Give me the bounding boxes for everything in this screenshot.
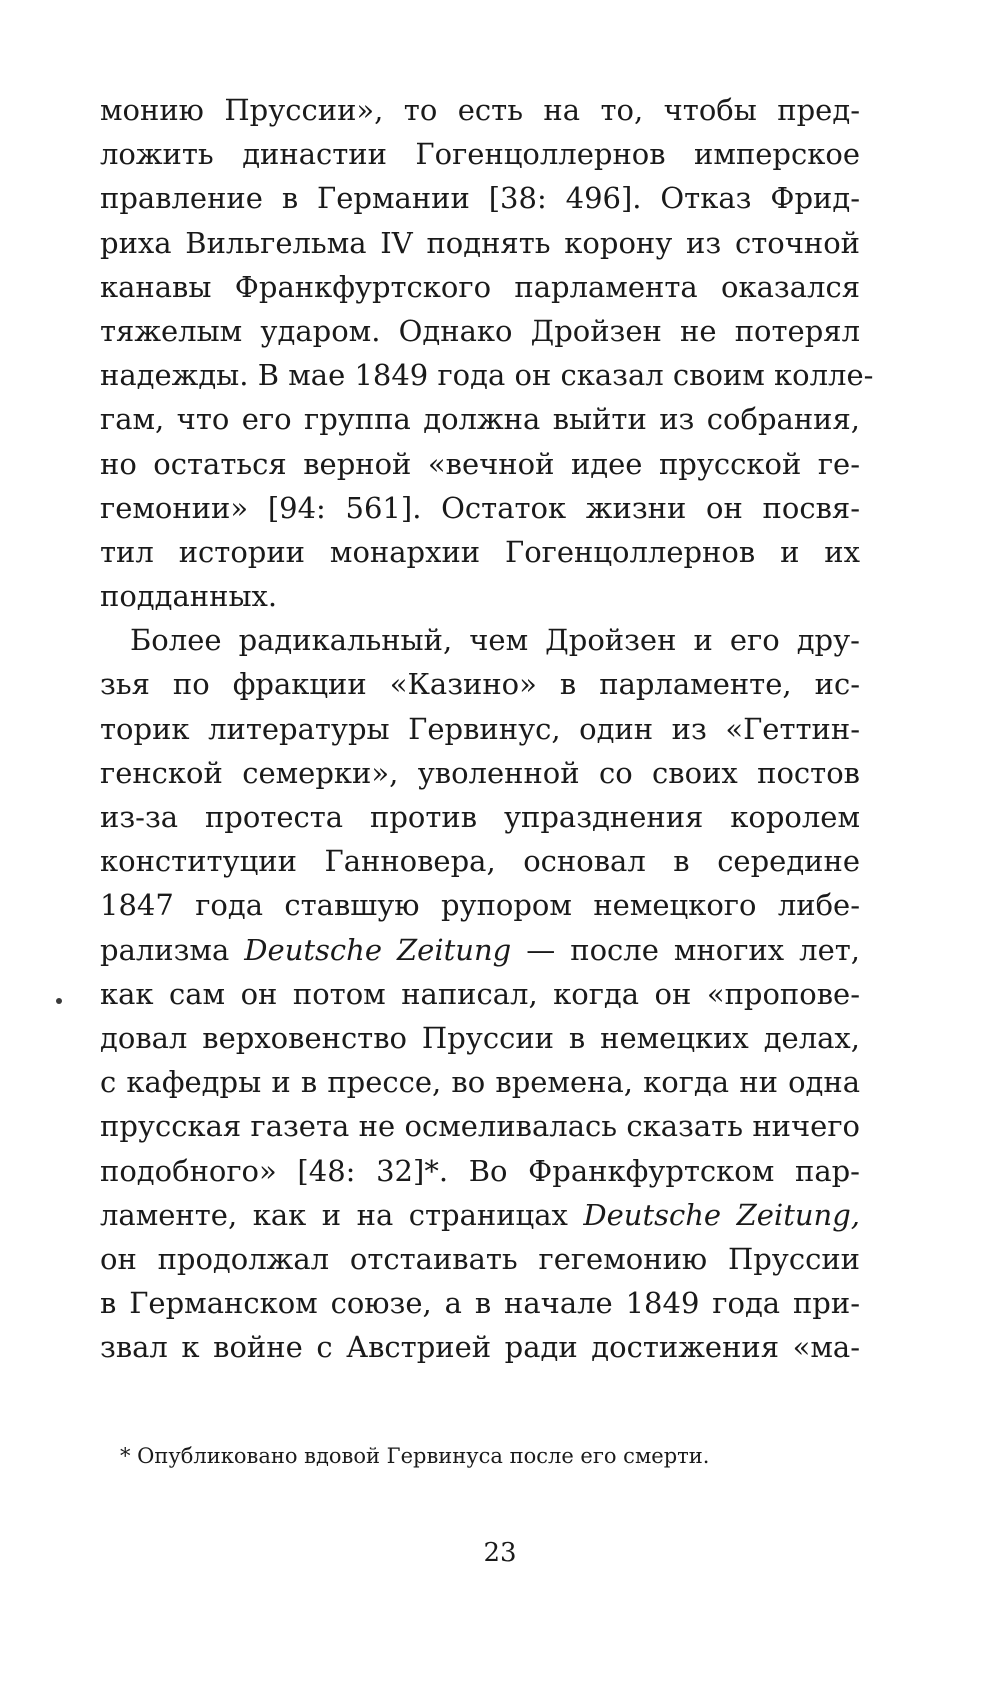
text-line: риха Вильгельма IV поднять корону из сточной [100,225,860,260]
text-line [100,1193,860,1237]
text-line: монию Пруссии», то есть на то, чтобы пред- [100,93,860,127]
text-line: гам, что его группа должна выйти из собрания, [100,402,860,437]
newspaper-title: Deutsche Zeitung, [583,1197,860,1232]
page-number: 23 [483,1538,517,1568]
text-line: с кафедры и в прессе, во времена, когда ни одна [100,1065,860,1100]
text-line: зья по фракции «Казино» в парламенте, ис- [100,667,860,702]
text-line: звал к войне с Австрией ради достижения «ма- [100,1330,860,1365]
text-line: но остаться верной «вечной идее прусской ге- [100,446,860,481]
text-line: канавы Франкфуртского парламента оказался [100,269,860,304]
text-line: конституции Ганновера, основал в середине [100,844,860,879]
text-line: в Германском союзе, а в начале 1849 года при- [100,1286,860,1321]
text-line: он продолжал отстаивать гегемонию Пруссии [100,1241,860,1276]
text-line: подобного» [48: 32]*. Во Франкфуртском пар- [100,1153,860,1188]
footnote: * Опубликовано вдовой Гервинуса после его смерти. [120,1444,710,1468]
text-fragment: ламенте, как и на страницах [100,1197,584,1232]
body-text [100,88,874,1369]
text-fragment: — после многих лет, [511,932,860,967]
text-line: правление в Германии [38: 496]. Отказ Фрид- [100,181,860,216]
text-line: тяжелым ударом. Однако Дройзен не потерял [100,313,860,348]
margin-mark [56,998,62,1004]
newspaper-title: Deutsche Zeitung [244,932,512,967]
text-line: как сам он потом написал, когда он «пропове- [100,976,860,1011]
text-line: из-за протеста против упразднения королем [100,800,860,834]
text-line: ложить династии Гогенцоллернов имперское [100,137,860,172]
text-line: тил истории монархии Гогенцоллернов и их [100,534,860,569]
text-line: генской семерки», уволенной со своих постов [100,755,860,790]
text-line: Более радикальный, чем Дройзен и его дру- [130,623,860,658]
text-line: надежды. В мае 1849 года он сказал своим колле- [100,358,874,393]
text-line: прусская газета не осмеливалась сказать ничего [100,1109,860,1144]
text-line: гемонии» [94: 561]. Остаток жизни он посвя- [100,490,860,525]
text-fragment: рализма [100,932,245,967]
text-line: торик литературы Гервинус, один из «Геттин- [100,711,860,746]
text-line: подданных. [100,579,278,614]
text-line: довал верховенство Пруссии в немецких делах, [100,1020,860,1055]
text-line: 1847 года ставшую рупором немецкого либе- [100,888,860,923]
text-line [100,928,860,972]
